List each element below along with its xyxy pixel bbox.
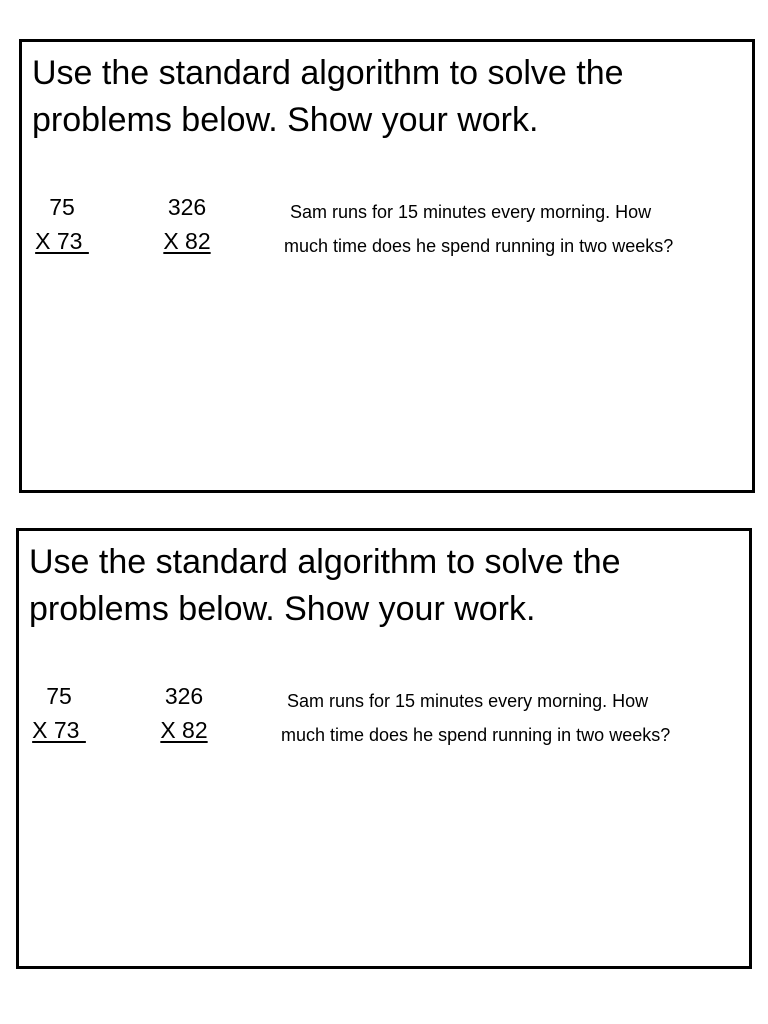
word-problem: [284, 195, 750, 263]
multiplication-problem-2: [152, 679, 216, 747]
instructions-line-1: Use the standard algorithm to solve the: [29, 543, 621, 581]
multiplicand: 75: [46, 683, 72, 709]
multiplication-problem-2: [155, 190, 219, 258]
word-problem-line-1: Sam runs for 15 minutes every morning. How: [287, 691, 649, 711]
multiplier: X 82: [163, 228, 211, 254]
instructions-line-2: problems below. Show your work.: [32, 101, 539, 139]
word-problem: [281, 684, 747, 752]
worksheet-card-bottom: [16, 528, 752, 969]
multiplier: X 82: [160, 717, 208, 743]
word-problem-line-2: much time does he spend running in two weeks?: [281, 725, 671, 745]
multiplier: X 73: [35, 228, 89, 254]
instructions-line-2: problems below. Show your work.: [29, 590, 536, 628]
instructions-line-1: Use the standard algorithm to solve the: [32, 54, 624, 92]
multiplier: X 73: [32, 717, 86, 743]
instructions-heading: [32, 50, 732, 144]
word-problem-line-1: Sam runs for 15 minutes every morning. How: [290, 202, 652, 222]
multiplication-problem-1: [27, 679, 91, 747]
multiplicand: 75: [49, 194, 75, 220]
word-problem-line-2: much time does he spend running in two weeks?: [284, 236, 674, 256]
instructions-heading: [29, 539, 729, 633]
worksheet-card-top: [19, 39, 755, 493]
multiplication-problem-1: [30, 190, 94, 258]
multiplicand: 326: [167, 194, 207, 220]
multiplicand: 326: [164, 683, 204, 709]
